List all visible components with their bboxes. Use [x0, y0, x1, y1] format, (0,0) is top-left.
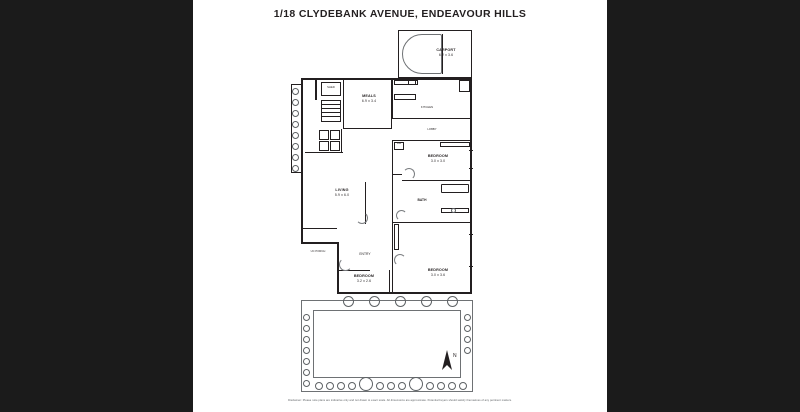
wall-service-south: [305, 152, 343, 153]
shrub-17: [448, 382, 456, 390]
disclaimer-text: Disclaimer: Please note plans are indicative only and not drawn to exact scale. All dimensions are approximate. Potential buyers should satisfy themselves of any pertinent matters.: [288, 399, 512, 402]
bay-window-circle-1: [292, 88, 299, 95]
service-square-2: [330, 130, 340, 140]
service-square-1: [319, 130, 329, 140]
bath-tub: [441, 184, 469, 193]
east-window-4: [469, 266, 473, 267]
shrub-16: [437, 382, 445, 390]
room-carport: [423, 48, 469, 57]
wall-east-main: [470, 78, 472, 293]
room-shed-label: SHED: [327, 86, 335, 89]
shrub-11: [348, 382, 356, 390]
shrub-19: [464, 314, 471, 321]
service-square-3: [319, 141, 329, 151]
shrub-7: [303, 380, 310, 387]
floorplan-sheet: [193, 0, 607, 412]
room-living: [319, 188, 365, 197]
shrub-15: [426, 382, 434, 390]
room-bedroom3-dims: 3.2 x 2.6: [356, 278, 372, 283]
bay-window-circle-3: [292, 110, 299, 117]
wall-bed2-south-main: [402, 180, 471, 181]
room-living-name: LIVING: [335, 188, 349, 192]
wall-bath-west: [392, 180, 393, 224]
wall-bed2-south: [392, 174, 402, 175]
wall-west-upper: [315, 78, 317, 100]
room-meals-dims: 6.9 x 3.4: [361, 98, 377, 103]
shrub-10: [337, 382, 345, 390]
shrub-12: [376, 382, 384, 390]
wall-entry-north: [303, 228, 337, 229]
shrub-20: [464, 325, 471, 332]
room-bedroom3: [341, 274, 387, 283]
wall-north-left-step: [315, 78, 399, 80]
shrub-1: [303, 314, 310, 321]
kitchen-sink: [408, 80, 416, 85]
wir-label: WIR: [396, 143, 402, 145]
tree-2: [409, 377, 423, 391]
room-meals: [347, 94, 391, 103]
room-carport-name: CARPORT: [436, 48, 456, 52]
page-title: 1/18 CLYDEBANK AVENUE, ENDEAVOUR HILLS: [273, 8, 527, 20]
shrub-5: [303, 358, 310, 365]
bay-window-circle-8: [292, 165, 299, 172]
wall-south-porch: [301, 242, 337, 244]
wall-shed-east: [343, 79, 344, 129]
tree-1: [359, 377, 373, 391]
bay-line-1: [291, 84, 302, 85]
bay-line-3: [291, 172, 302, 173]
bay-window-circle-6: [292, 143, 299, 150]
path-circle-2: [369, 296, 380, 307]
room-carport-dims: 6.2 x 3.6: [438, 52, 454, 57]
room-bedroom1: [413, 268, 463, 277]
wall-west-porch-side: [301, 78, 303, 178]
wall-south-main: [337, 292, 472, 294]
bed1-robe: [394, 224, 399, 250]
path-circle-1: [343, 296, 354, 307]
service-square-4: [330, 141, 340, 151]
path-circle-4: [421, 296, 432, 307]
wall-west-lower: [301, 178, 303, 244]
room-meals-name: MEALS: [362, 94, 376, 98]
bed3-east-wall: [389, 270, 390, 293]
bay-window-circle-5: [292, 132, 299, 139]
room-lobby-label: LOBBY: [427, 128, 437, 131]
wall-north-left-2: [301, 78, 316, 80]
shrub-8: [315, 382, 323, 390]
room-porch-label: [305, 250, 331, 254]
wall-lobby-north: [392, 118, 471, 119]
wall-meals-south: [343, 128, 392, 129]
wall-lobby-south: [392, 140, 471, 141]
bath-door-swing: [396, 210, 407, 221]
bay-window-circle-7: [292, 154, 299, 161]
room-entry-label: ENTRY: [359, 252, 371, 256]
bath-basin: [451, 208, 456, 213]
bed2-door-swing: [403, 168, 415, 180]
east-window-1: [469, 150, 473, 151]
shrub-6: [303, 369, 310, 376]
shrub-13: [387, 382, 395, 390]
east-window-2: [469, 168, 473, 169]
room-bedroom1-dims: 3.0 x 3.6: [430, 272, 446, 277]
entry-door-swing: [339, 258, 352, 271]
wall-bed3-north: [338, 270, 339, 294]
shrub-2: [303, 325, 310, 332]
room-bedroom1-name: BEDROOM: [427, 268, 449, 272]
shrub-18: [459, 382, 467, 390]
room-living-dims: 5.9 x 6.0: [334, 192, 350, 197]
room-bath-label: BATH: [417, 198, 427, 202]
shrub-4: [303, 347, 310, 354]
svg-text:N: N: [453, 353, 457, 359]
room-bedroom2: [415, 154, 461, 163]
room-bedroom3-name: BEDROOM: [353, 274, 375, 278]
compass-north-icon: [436, 348, 458, 374]
wall-kitchen-west: [392, 79, 393, 119]
shed-outline: [321, 82, 341, 96]
bed1-door-swing: [394, 254, 406, 266]
kitchen-island: [394, 94, 416, 100]
east-window-3: [469, 234, 473, 235]
shrub-14: [398, 382, 406, 390]
shrub-9: [326, 382, 334, 390]
living-door-swing: [356, 212, 368, 224]
wall-service-east: [341, 129, 342, 153]
path-circle-3: [395, 296, 406, 307]
shrub-21: [464, 336, 471, 343]
bay-window-circle-2: [292, 99, 299, 106]
wall-bath-south: [392, 222, 471, 223]
path-circle-5: [447, 296, 458, 307]
kitchen-pantry: [459, 80, 470, 92]
shrub-22: [464, 347, 471, 354]
bay-window-circle-4: [292, 121, 299, 128]
room-kitchen-label: KITCHEN: [420, 106, 434, 109]
porch-label-text: UC PORCH: [310, 250, 326, 253]
bed2-robe: [440, 142, 470, 147]
floorplan-drawing: [193, 22, 607, 394]
wall-bed1-west: [392, 223, 393, 293]
room-bedroom2-dims: 3.0 x 3.0: [430, 158, 446, 163]
room-bedroom2-name: BEDROOM: [427, 154, 449, 158]
shrub-3: [303, 336, 310, 343]
